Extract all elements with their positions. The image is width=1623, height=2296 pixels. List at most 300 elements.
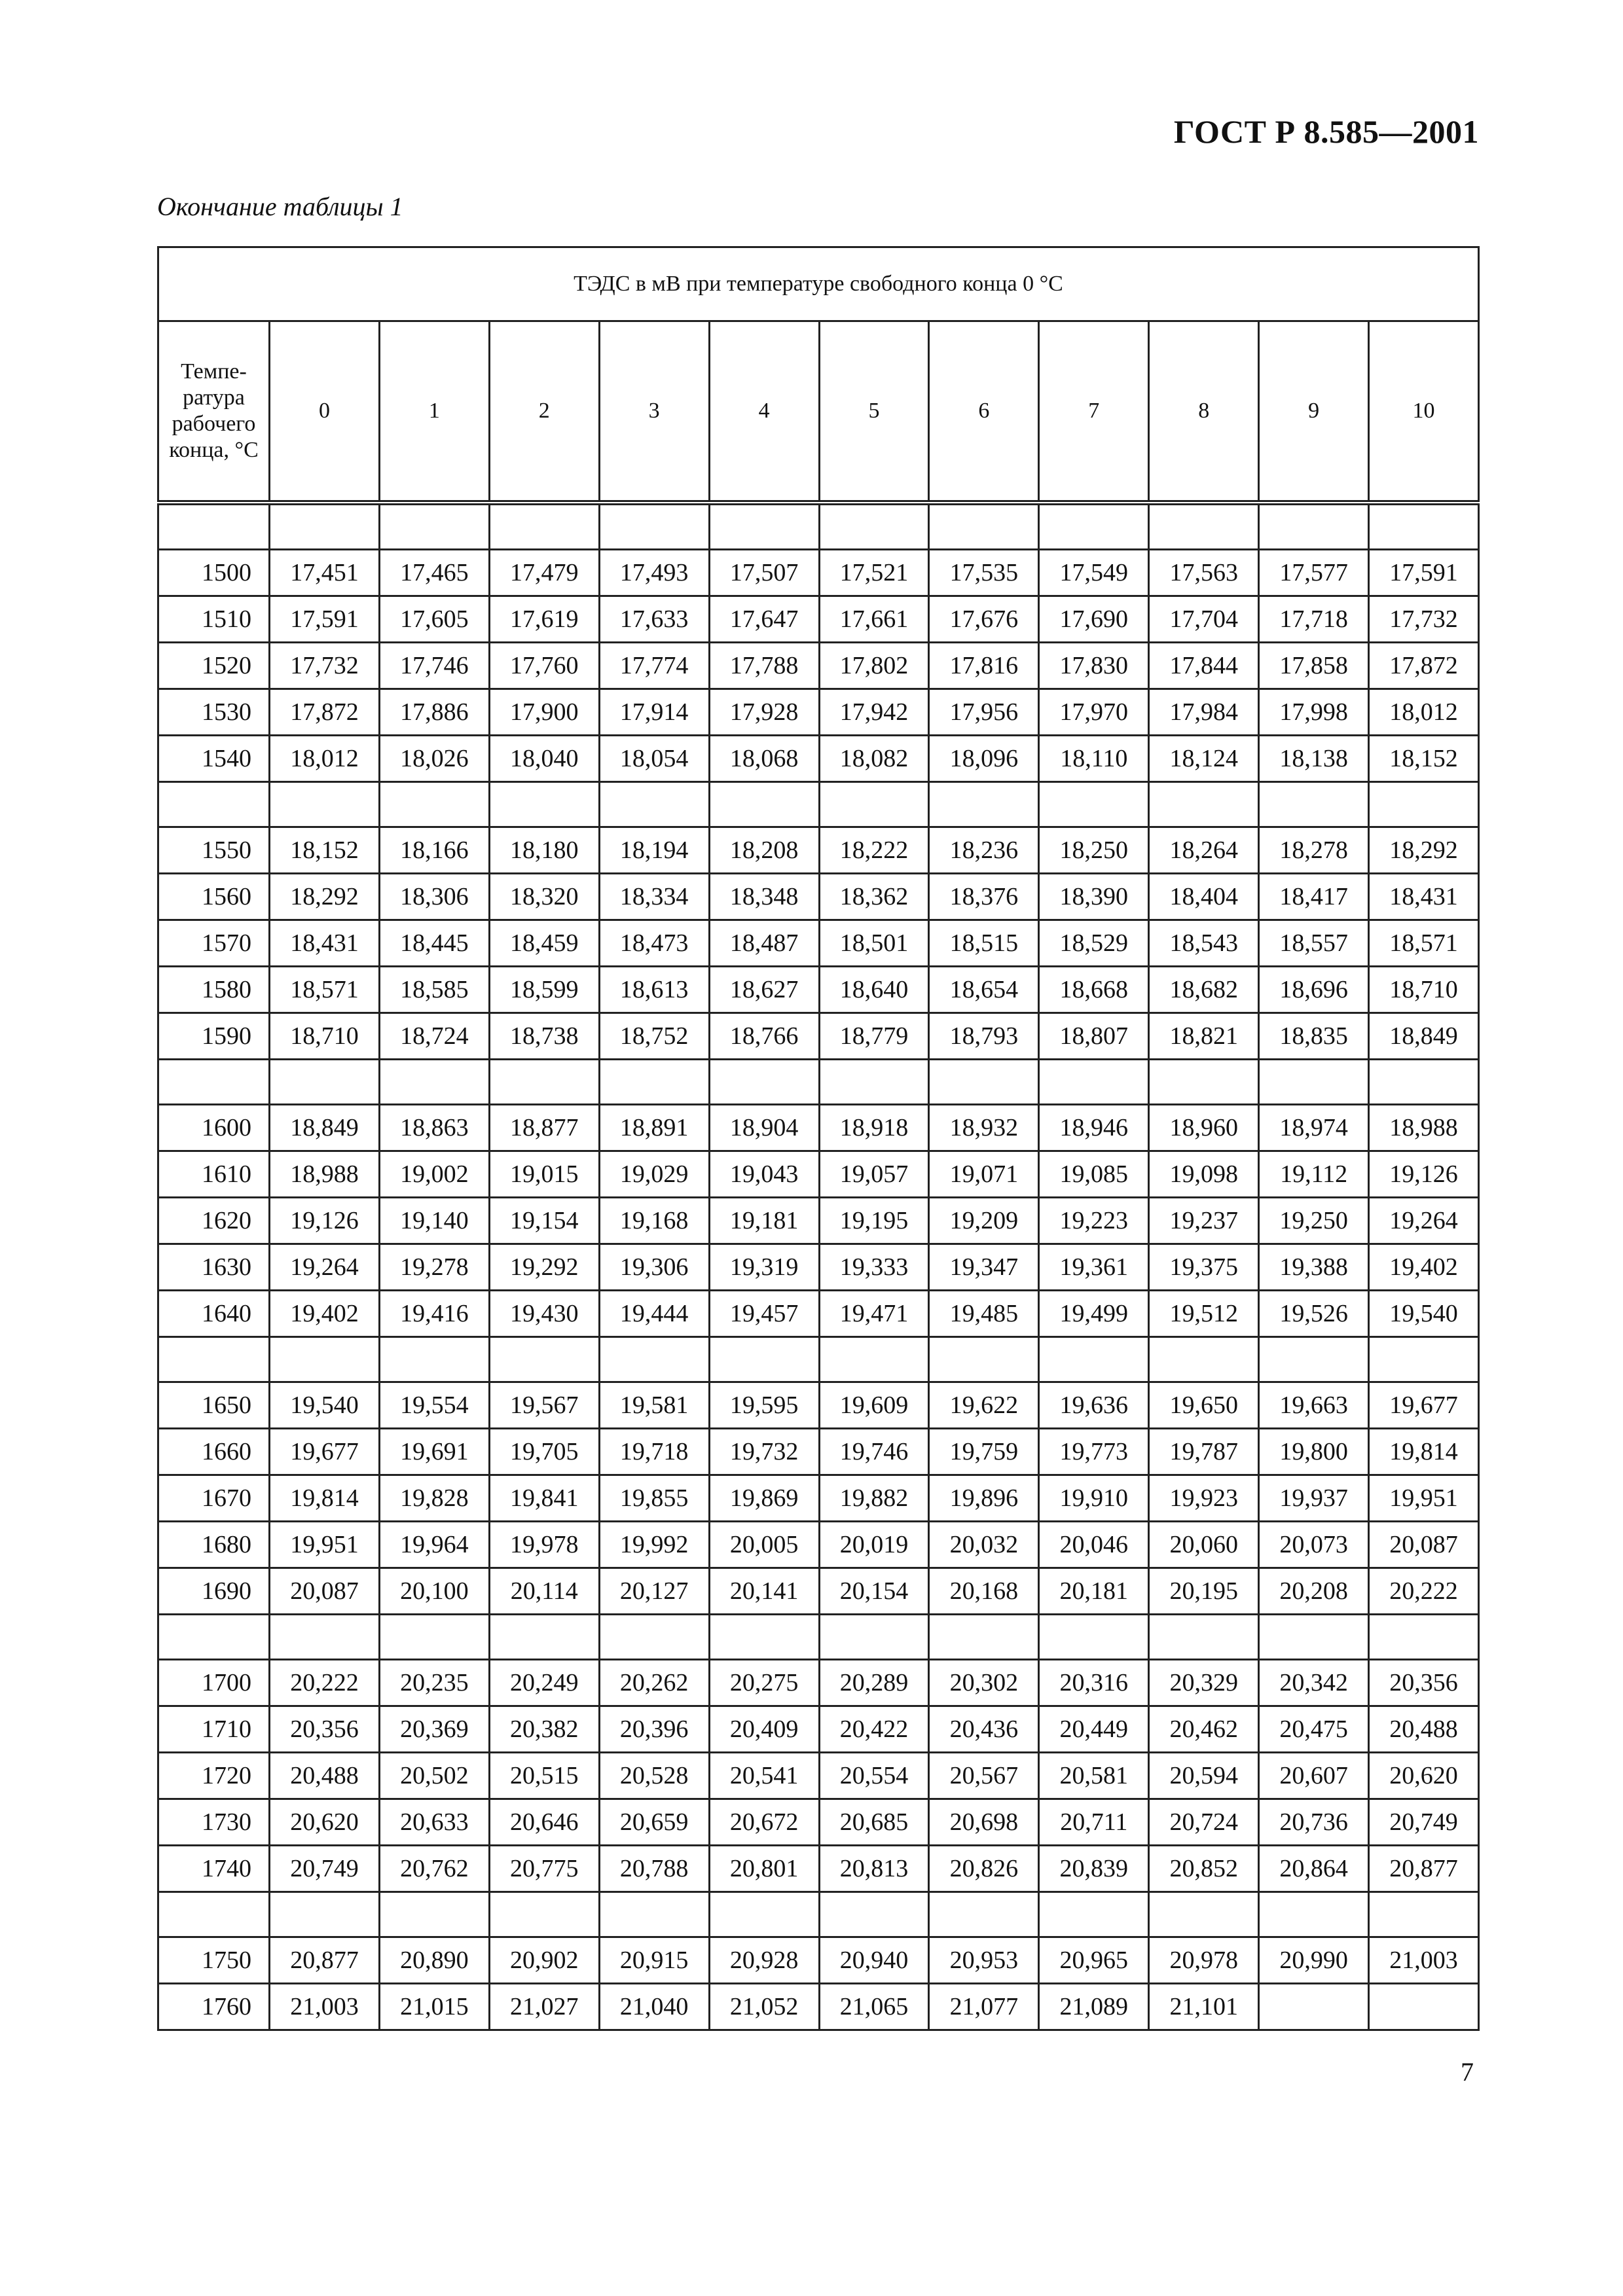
table-body	[158, 503, 1479, 2030]
emf-value-cell: 21,027	[489, 1984, 599, 2030]
emf-value-cell: 18,222	[819, 827, 929, 874]
emf-value-cell: 17,479	[489, 550, 599, 596]
emf-value-cell: 20,005	[709, 1522, 819, 1568]
emf-value-cell: 20,488	[270, 1753, 380, 1799]
spacer-cell	[1369, 782, 1479, 827]
table-row	[158, 1846, 1479, 1892]
emf-value-cell: 19,951	[1369, 1475, 1479, 1522]
spacer-cell	[158, 1337, 270, 1382]
emf-value-cell: 19,787	[1149, 1429, 1259, 1475]
emf-value-cell: 17,549	[1039, 550, 1149, 596]
table-row	[158, 1151, 1479, 1198]
emf-value-cell: 19,732	[709, 1429, 819, 1475]
temperature-cell: 1680	[158, 1522, 270, 1568]
emf-value-cell: 19,677	[270, 1429, 380, 1475]
emf-value-cell: 19,773	[1039, 1429, 1149, 1475]
emf-value-cell: 18,362	[819, 874, 929, 920]
emf-value-cell: 17,984	[1149, 689, 1259, 736]
spacer-cell	[1259, 1337, 1369, 1382]
emf-value-cell: 19,071	[929, 1151, 1039, 1198]
spacer-cell	[489, 1892, 599, 1937]
emf-value-cell	[1259, 1984, 1369, 2030]
table-row	[158, 596, 1479, 643]
emf-value-cell: 17,900	[489, 689, 599, 736]
emf-value-cell: 18,152	[1369, 736, 1479, 782]
emf-value-cell: 19,471	[819, 1291, 929, 1337]
emf-value-cell: 17,732	[1369, 596, 1479, 643]
emf-value-cell: 20,515	[489, 1753, 599, 1799]
emf-value-cell: 18,932	[929, 1105, 1039, 1151]
table-row	[158, 1198, 1479, 1244]
emf-value-cell: 20,554	[819, 1753, 929, 1799]
emf-value-cell: 17,844	[1149, 643, 1259, 689]
emf-value-cell: 20,181	[1039, 1568, 1149, 1615]
emf-value-cell: 18,793	[929, 1013, 1039, 1060]
emf-value-cell: 19,402	[1369, 1244, 1479, 1291]
emf-value-cell: 19,015	[489, 1151, 599, 1198]
emf-value-cell: 20,019	[819, 1522, 929, 1568]
emf-value-cell: 18,988	[270, 1151, 380, 1198]
emf-value-cell: 17,998	[1259, 689, 1369, 736]
emf-value-cell: 20,342	[1259, 1660, 1369, 1706]
spacer-cell	[1259, 1060, 1369, 1105]
table-row	[158, 643, 1479, 689]
emf-value-cell: 19,855	[599, 1475, 709, 1522]
emf-value-cell: 18,529	[1039, 920, 1149, 967]
spacer-row	[158, 782, 1479, 827]
emf-value-cell: 17,605	[379, 596, 489, 643]
emf-value-cell: 19,978	[489, 1522, 599, 1568]
emf-value-cell: 20,541	[709, 1753, 819, 1799]
emf-value-cell: 19,896	[929, 1475, 1039, 1522]
spacer-cell	[599, 1615, 709, 1660]
spacer-cell	[1039, 1337, 1149, 1382]
emf-value-cell: 20,813	[819, 1846, 929, 1892]
emf-value-cell: 18,849	[1369, 1013, 1479, 1060]
spacer-cell	[599, 503, 709, 550]
table-row	[158, 1937, 1479, 1984]
temperature-cell: 1670	[158, 1475, 270, 1522]
emf-value-cell: 18,710	[270, 1013, 380, 1060]
emf-value-cell: 19,923	[1149, 1475, 1259, 1522]
emf-value-cell: 18,946	[1039, 1105, 1149, 1151]
emf-value-cell: 20,788	[599, 1846, 709, 1892]
spacer-cell	[709, 1615, 819, 1660]
table-row	[158, 1753, 1479, 1799]
temperature-cell: 1710	[158, 1706, 270, 1753]
emf-value-cell: 19,595	[709, 1382, 819, 1429]
emf-value-cell: 19,609	[819, 1382, 929, 1429]
spacer-row	[158, 1337, 1479, 1382]
table-row	[158, 1706, 1479, 1753]
emf-value-cell: 19,828	[379, 1475, 489, 1522]
emf-value-cell: 19,043	[709, 1151, 819, 1198]
emf-value-cell: 18,752	[599, 1013, 709, 1060]
emf-value-cell: 20,329	[1149, 1660, 1259, 1706]
spacer-cell	[819, 1060, 929, 1105]
emf-value-cell: 18,208	[709, 827, 819, 874]
emf-value-cell: 20,488	[1369, 1706, 1479, 1753]
emf-value-cell: 19,195	[819, 1198, 929, 1244]
table-row	[158, 1382, 1479, 1429]
emf-value-cell: 18,152	[270, 827, 380, 874]
emf-value-cell: 19,319	[709, 1244, 819, 1291]
emf-value-cell: 20,502	[379, 1753, 489, 1799]
spacer-cell	[819, 1615, 929, 1660]
emf-value-cell: 20,826	[929, 1846, 1039, 1892]
spacer-cell	[489, 503, 599, 550]
emf-value-cell: 19,029	[599, 1151, 709, 1198]
emf-value-cell: 17,872	[1369, 643, 1479, 689]
spacer-cell	[929, 1615, 1039, 1660]
table-row	[158, 1429, 1479, 1475]
emf-value-cell: 17,886	[379, 689, 489, 736]
emf-value-cell: 20,749	[1369, 1799, 1479, 1846]
spacer-cell	[379, 1892, 489, 1937]
emf-value-cell: 20,154	[819, 1568, 929, 1615]
emf-value-cell: 18,710	[1369, 967, 1479, 1013]
emf-value-cell: 20,141	[709, 1568, 819, 1615]
emf-value-cell: 18,821	[1149, 1013, 1259, 1060]
emf-value-cell: 19,126	[1369, 1151, 1479, 1198]
emf-value-cell: 19,457	[709, 1291, 819, 1337]
emf-value-cell: 18,891	[599, 1105, 709, 1151]
emf-value-cell: 20,685	[819, 1799, 929, 1846]
emf-value-cell: 17,633	[599, 596, 709, 643]
emf-value-cell: 17,507	[709, 550, 819, 596]
emf-value-cell: 17,760	[489, 643, 599, 689]
emf-value-cell: 19,333	[819, 1244, 929, 1291]
spacer-cell	[379, 1060, 489, 1105]
emf-value-cell: 20,168	[929, 1568, 1039, 1615]
spacer-row	[158, 503, 1479, 550]
emf-value-cell: 17,732	[270, 643, 380, 689]
table-row	[158, 1660, 1479, 1706]
emf-span-header: ТЭДС в мВ при температуре свободного конца 0 °С	[158, 247, 1479, 321]
emf-value-cell: 20,073	[1259, 1522, 1369, 1568]
spacer-cell	[270, 503, 380, 550]
emf-value-cell: 18,334	[599, 874, 709, 920]
emf-value-cell: 19,677	[1369, 1382, 1479, 1429]
emf-value-cell: 17,577	[1259, 550, 1369, 596]
emf-value-cell: 19,264	[1369, 1198, 1479, 1244]
emf-value-cell: 18,501	[819, 920, 929, 967]
emf-value-cell: 19,964	[379, 1522, 489, 1568]
emf-value-cell: 17,704	[1149, 596, 1259, 643]
emf-value-cell: 18,627	[709, 967, 819, 1013]
temperature-cell: 1740	[158, 1846, 270, 1892]
temperature-cell: 1630	[158, 1244, 270, 1291]
spacer-cell	[1149, 1892, 1259, 1937]
column-header: 5	[819, 321, 929, 503]
emf-value-cell: 20,890	[379, 1937, 489, 1984]
temperature-cell: 1720	[158, 1753, 270, 1799]
temperature-cell: 1700	[158, 1660, 270, 1706]
emf-value-cell: 18,040	[489, 736, 599, 782]
emf-value-cell: 18,012	[1369, 689, 1479, 736]
spacer-cell	[379, 503, 489, 550]
emf-value-cell: 20,864	[1259, 1846, 1369, 1892]
emf-value-cell: 19,718	[599, 1429, 709, 1475]
emf-value-cell: 20,475	[1259, 1706, 1369, 1753]
emf-value-cell: 18,766	[709, 1013, 819, 1060]
emf-value-cell: 19,237	[1149, 1198, 1259, 1244]
spacer-cell	[489, 1615, 599, 1660]
emf-value-cell: 19,085	[1039, 1151, 1149, 1198]
temperature-cell: 1750	[158, 1937, 270, 1984]
emf-value-cell: 18,166	[379, 827, 489, 874]
spacer-cell	[270, 1892, 380, 1937]
temperature-cell: 1610	[158, 1151, 270, 1198]
emf-value-cell: 20,316	[1039, 1660, 1149, 1706]
emf-value-cell: 20,659	[599, 1799, 709, 1846]
emf-value-cell: 18,292	[270, 874, 380, 920]
spacer-cell	[1149, 782, 1259, 827]
page-number: 7	[1461, 2057, 1474, 2087]
emf-value-cell: 17,690	[1039, 596, 1149, 643]
temperature-cell: 1580	[158, 967, 270, 1013]
column-header: 6	[929, 321, 1039, 503]
emf-value-cell: 19,264	[270, 1244, 380, 1291]
emf-value-cell: 17,619	[489, 596, 599, 643]
emf-value-cell: 20,711	[1039, 1799, 1149, 1846]
emf-value-cell: 19,705	[489, 1429, 599, 1475]
emf-value-cell: 18,194	[599, 827, 709, 874]
table-row	[158, 1105, 1479, 1151]
column-header: 7	[1039, 321, 1149, 503]
temperature-cell: 1760	[158, 1984, 270, 2030]
spacer-cell	[379, 1337, 489, 1382]
emf-value-cell: 18,640	[819, 967, 929, 1013]
thermo-emf-table	[157, 246, 1480, 2031]
spacer-cell	[929, 1892, 1039, 1937]
emf-value-cell: 20,127	[599, 1568, 709, 1615]
spacer-cell	[599, 1060, 709, 1105]
emf-value-cell: 18,068	[709, 736, 819, 782]
emf-value-cell: 20,528	[599, 1753, 709, 1799]
emf-value-cell: 18,431	[1369, 874, 1479, 920]
emf-value-cell: 20,235	[379, 1660, 489, 1706]
emf-value-cell: 19,951	[270, 1522, 380, 1568]
column-header: 1	[379, 321, 489, 503]
emf-value-cell: 19,154	[489, 1198, 599, 1244]
emf-value-cell: 17,521	[819, 550, 929, 596]
spacer-cell	[1149, 503, 1259, 550]
emf-value-cell: 19,098	[1149, 1151, 1259, 1198]
emf-value-cell: 20,736	[1259, 1799, 1369, 1846]
emf-value-cell: 19,910	[1039, 1475, 1149, 1522]
emf-value-cell: 18,515	[929, 920, 1039, 967]
emf-value-cell: 17,830	[1039, 643, 1149, 689]
temperature-header-text: Темпе-ратура рабочего конца, °С	[169, 359, 259, 462]
emf-value-cell: 18,473	[599, 920, 709, 967]
emf-value-cell: 21,065	[819, 1984, 929, 2030]
emf-value-cell: 20,356	[270, 1706, 380, 1753]
emf-value-cell: 18,974	[1259, 1105, 1369, 1151]
table-row	[158, 1013, 1479, 1060]
spacer-cell	[1369, 1892, 1479, 1937]
emf-value-cell: 19,057	[819, 1151, 929, 1198]
spacer-cell	[1369, 503, 1479, 550]
temperature-cell: 1570	[158, 920, 270, 967]
emf-value-cell: 17,746	[379, 643, 489, 689]
emf-value-cell: 20,462	[1149, 1706, 1259, 1753]
spacer-cell	[1039, 782, 1149, 827]
spacer-cell	[1039, 1615, 1149, 1660]
emf-value-cell: 18,096	[929, 736, 1039, 782]
temperature-cell: 1550	[158, 827, 270, 874]
emf-value-cell: 18,278	[1259, 827, 1369, 874]
emf-value-cell: 19,499	[1039, 1291, 1149, 1337]
emf-value-cell: 20,087	[1369, 1522, 1479, 1568]
emf-value-cell: 18,348	[709, 874, 819, 920]
emf-value-cell: 17,647	[709, 596, 819, 643]
temperature-cell: 1520	[158, 643, 270, 689]
spacer-cell	[1369, 1337, 1479, 1382]
emf-value-cell: 19,650	[1149, 1382, 1259, 1429]
temperature-cell: 1530	[158, 689, 270, 736]
emf-value-cell: 20,567	[929, 1753, 1039, 1799]
table-caption: Окончание таблицы 1	[157, 192, 403, 221]
emf-value-cell: 19,526	[1259, 1291, 1369, 1337]
emf-value-cell: 21,077	[929, 1984, 1039, 2030]
spacer-cell	[709, 503, 819, 550]
emf-value-cell: 19,814	[1369, 1429, 1479, 1475]
emf-value-cell: 20,409	[709, 1706, 819, 1753]
emf-value-cell: 20,289	[819, 1660, 929, 1706]
emf-value-cell: 19,361	[1039, 1244, 1149, 1291]
emf-value-cell: 19,223	[1039, 1198, 1149, 1244]
emf-value-cell: 17,493	[599, 550, 709, 596]
emf-value-cell: 20,775	[489, 1846, 599, 1892]
emf-value-cell: 20,100	[379, 1568, 489, 1615]
spacer-cell	[929, 1060, 1039, 1105]
emf-value-cell: 18,668	[1039, 967, 1149, 1013]
table-row	[158, 874, 1479, 920]
emf-value-cell: 19,140	[379, 1198, 489, 1244]
spacer-cell	[1369, 1615, 1479, 1660]
emf-value-cell: 21,003	[1369, 1937, 1479, 1984]
emf-value-cell: 20,633	[379, 1799, 489, 1846]
emf-value-cell: 20,965	[1039, 1937, 1149, 1984]
emf-value-cell: 19,759	[929, 1429, 1039, 1475]
emf-value-cell: 17,451	[270, 550, 380, 596]
emf-value-cell: 19,800	[1259, 1429, 1369, 1475]
emf-value-cell: 20,877	[1369, 1846, 1479, 1892]
emf-value-cell: 18,738	[489, 1013, 599, 1060]
spacer-cell	[709, 1892, 819, 1937]
emf-value-cell: 20,114	[489, 1568, 599, 1615]
table-row	[158, 827, 1479, 874]
spacer-cell	[929, 782, 1039, 827]
emf-value-cell: 18,306	[379, 874, 489, 920]
spacer-cell	[709, 782, 819, 827]
emf-value-cell: 18,376	[929, 874, 1039, 920]
temperature-cell: 1510	[158, 596, 270, 643]
spacer-cell	[270, 1060, 380, 1105]
column-header: 8	[1149, 321, 1259, 503]
column-header: 10	[1369, 321, 1479, 503]
emf-value-cell: 20,302	[929, 1660, 1039, 1706]
emf-value-cell: 17,802	[819, 643, 929, 689]
temperature-cell: 1730	[158, 1799, 270, 1846]
emf-value-cell: 20,928	[709, 1937, 819, 1984]
table-row	[158, 1522, 1479, 1568]
emf-value-cell: 17,816	[929, 643, 1039, 689]
emf-value-cell: 19,512	[1149, 1291, 1259, 1337]
spacer-cell	[1259, 1615, 1369, 1660]
table-row	[158, 1244, 1479, 1291]
spacer-cell	[489, 1337, 599, 1382]
emf-value-cell: 19,444	[599, 1291, 709, 1337]
emf-value-cell: 19,485	[929, 1291, 1039, 1337]
spacer-cell	[1149, 1060, 1259, 1105]
emf-value-cell: 18,054	[599, 736, 709, 782]
emf-value-cell: 18,431	[270, 920, 380, 967]
spacer-cell	[929, 1337, 1039, 1382]
emf-value-cell: 19,567	[489, 1382, 599, 1429]
emf-value-cell: 20,672	[709, 1799, 819, 1846]
emf-value-cell: 20,262	[599, 1660, 709, 1706]
emf-value-cell: 20,060	[1149, 1522, 1259, 1568]
emf-value-cell: 19,869	[709, 1475, 819, 1522]
emf-value-cell: 19,278	[379, 1244, 489, 1291]
emf-value-cell: 18,543	[1149, 920, 1259, 967]
emf-value-cell: 17,676	[929, 596, 1039, 643]
emf-value-cell: 19,554	[379, 1382, 489, 1429]
temperature-cell: 1640	[158, 1291, 270, 1337]
table-row	[158, 1984, 1479, 2030]
table-row	[158, 1568, 1479, 1615]
emf-value-cell: 19,402	[270, 1291, 380, 1337]
emf-value-cell: 19,540	[1369, 1291, 1479, 1337]
table-row	[158, 689, 1479, 736]
document-code: ГОСТ Р 8.585—2001	[1173, 113, 1479, 150]
emf-value-cell: 19,622	[929, 1382, 1039, 1429]
emf-value-cell: 18,557	[1259, 920, 1369, 967]
emf-value-cell: 20,396	[599, 1706, 709, 1753]
emf-value-cell: 19,416	[379, 1291, 489, 1337]
emf-value-cell: 19,581	[599, 1382, 709, 1429]
emf-value-cell: 19,814	[270, 1475, 380, 1522]
emf-value-cell: 20,978	[1149, 1937, 1259, 1984]
emf-value-cell: 17,563	[1149, 550, 1259, 596]
emf-value-cell: 20,222	[1369, 1568, 1479, 1615]
temperature-cell: 1660	[158, 1429, 270, 1475]
emf-value-cell: 19,002	[379, 1151, 489, 1198]
emf-value-cell: 18,585	[379, 967, 489, 1013]
emf-value-cell: 18,417	[1259, 874, 1369, 920]
emf-value-cell: 20,646	[489, 1799, 599, 1846]
emf-value-cell: 18,835	[1259, 1013, 1369, 1060]
temperature-cell: 1600	[158, 1105, 270, 1151]
emf-value-cell: 19,306	[599, 1244, 709, 1291]
table-row	[158, 920, 1479, 967]
emf-value-cell: 17,661	[819, 596, 929, 643]
emf-value-cell: 20,449	[1039, 1706, 1149, 1753]
emf-value-cell: 19,292	[489, 1244, 599, 1291]
emf-value-cell: 20,195	[1149, 1568, 1259, 1615]
emf-value-cell: 18,571	[1369, 920, 1479, 967]
emf-value-cell: 20,620	[270, 1799, 380, 1846]
emf-value-cell: 18,904	[709, 1105, 819, 1151]
emf-value-cell: 20,422	[819, 1706, 929, 1753]
emf-value-cell	[1369, 1984, 1479, 2030]
column-header: 4	[709, 321, 819, 503]
emf-value-cell: 19,375	[1149, 1244, 1259, 1291]
table-row	[158, 736, 1479, 782]
temperature-cell: 1690	[158, 1568, 270, 1615]
